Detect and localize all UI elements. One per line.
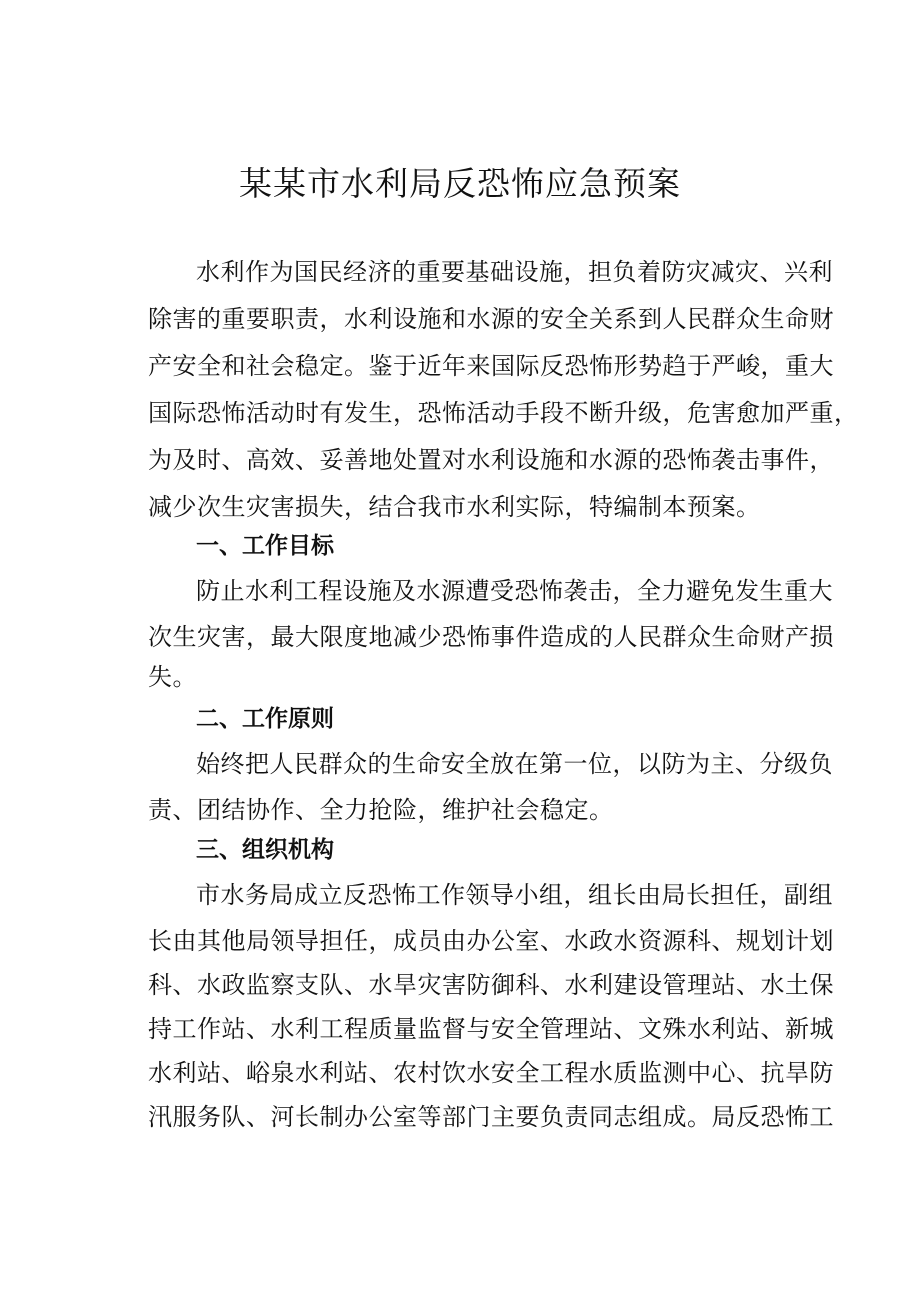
document-title: 某某市水利局反恐怖应急预案 <box>239 164 681 203</box>
section-organization-line-5: 水利站、峪泉水利站、农村饮水安全工程水质监测中心、抗旱防 <box>148 1059 834 1087</box>
section-organization-line-6: 汛服务队、河长制办公室等部门主要负责同志组成。局反恐怖工 <box>148 1103 834 1131</box>
section-principles-line-1: 始终把人民群众的生命安全放在第一位，以防为主、分级负 <box>196 750 833 778</box>
section-organization-line-3: 科、水政监察支队、水旱灾害防御科、水利建设管理站、水土保 <box>148 971 834 999</box>
section-organization-line-1: 市水务局成立反恐怖工作领导小组，组长由局长担任，副组 <box>196 881 833 909</box>
section-goals-line-1: 防止水利工程设施及水源遭受恐怖袭击，全力避免发生重大 <box>196 577 833 605</box>
section-heading-principles: 二、工作原则 <box>196 706 334 732</box>
intro-line-6: 减少次生灾害损失，结合我市水利实际，特编制本预案。 <box>148 493 761 521</box>
section-goals-line-2: 次生灾害，最大限度地减少恐怖事件造成的人民群众生命财产损 <box>148 623 834 651</box>
intro-line-5: 为及时、高效、妥善地处置对水利设施和水源的恐怖袭击事件， <box>148 446 834 474</box>
intro-line-1: 水利作为国民经济的重要基础设施，担负着防灾减灾、兴利 <box>196 258 833 286</box>
section-principles-line-2: 责、团结协作、全力抢险，维护社会稳定。 <box>148 796 614 824</box>
intro-line-2: 除害的重要职责，水利设施和水源的安全关系到人民群众生命财 <box>148 305 834 333</box>
intro-line-4: 国际恐怖活动时有发生，恐怖活动手段不断升级，危害愈加严重， <box>148 399 859 427</box>
section-heading-goals: 一、工作目标 <box>196 533 334 559</box>
section-heading-organization: 三、组织机构 <box>196 837 334 863</box>
section-organization-line-2: 长由其他局领导担任，成员由办公室、水政水资源科、规划计划 <box>148 927 834 955</box>
intro-line-3: 产安全和社会稳定。鉴于近年来国际反恐怖形势趋于严峻，重大 <box>148 352 834 380</box>
section-goals-line-3: 失。 <box>148 663 197 691</box>
section-organization-line-4: 持工作站、水利工程质量监督与安全管理站、文殊水利站、新城 <box>148 1015 834 1043</box>
